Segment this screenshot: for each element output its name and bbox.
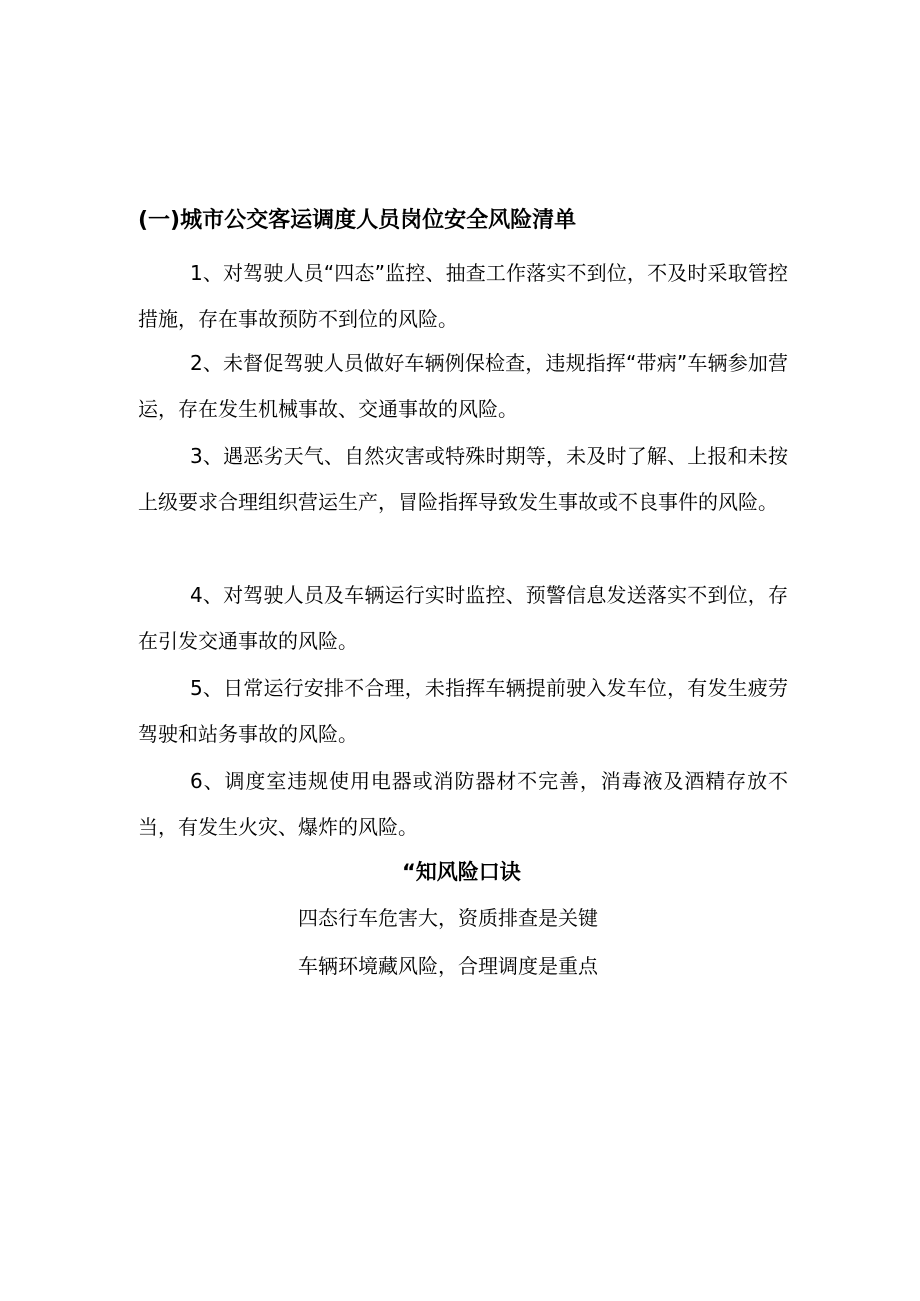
motto-title: “知风险口诀 <box>402 860 521 884</box>
risk-item-5: 5、日常运行安排不合理，未指挥车辆提前驶入发车位，有发生疲劳驾驶和站务事故的风险。 <box>138 676 788 746</box>
risk-item-3: 3、遇恶劣天气、自然灾害或特殊时期等，未及时了解、上报和未按上级要求合理组织营运生产，冒险指挥导致发生事故或不良事件的风险。 <box>138 444 788 514</box>
risk-item-4: 4、对驾驶人员及车辆运行实时监控、预警信息发送落实不到位，存在引发交通事故的风险。 <box>138 583 788 653</box>
risk-item-2: 2、未督促驾驶人员做好车辆例保检查，违规指挥“带病”车辆参加营运，存在发生机械事故、交通事故的风险。 <box>138 351 788 421</box>
risk-item-1: 1、对驾驶人员“四态”监控、抽查工作落实不到位，不及时采取管控措施，存在事故预防不到位的风险。 <box>138 261 788 331</box>
motto-line-1: 四态行车危害大，资质排查是关键 <box>298 906 598 930</box>
section-heading: (一)城市公交客运调度人员岗位安全风险清单 <box>138 208 577 233</box>
motto-line-2: 车辆环境藏风险，合理调度是重点 <box>298 954 598 978</box>
risk-item-6: 6、调度室违规使用电器或消防器材不完善，消毒液及酒精存放不当，有发生火灾、爆炸的风险。 <box>138 769 788 839</box>
